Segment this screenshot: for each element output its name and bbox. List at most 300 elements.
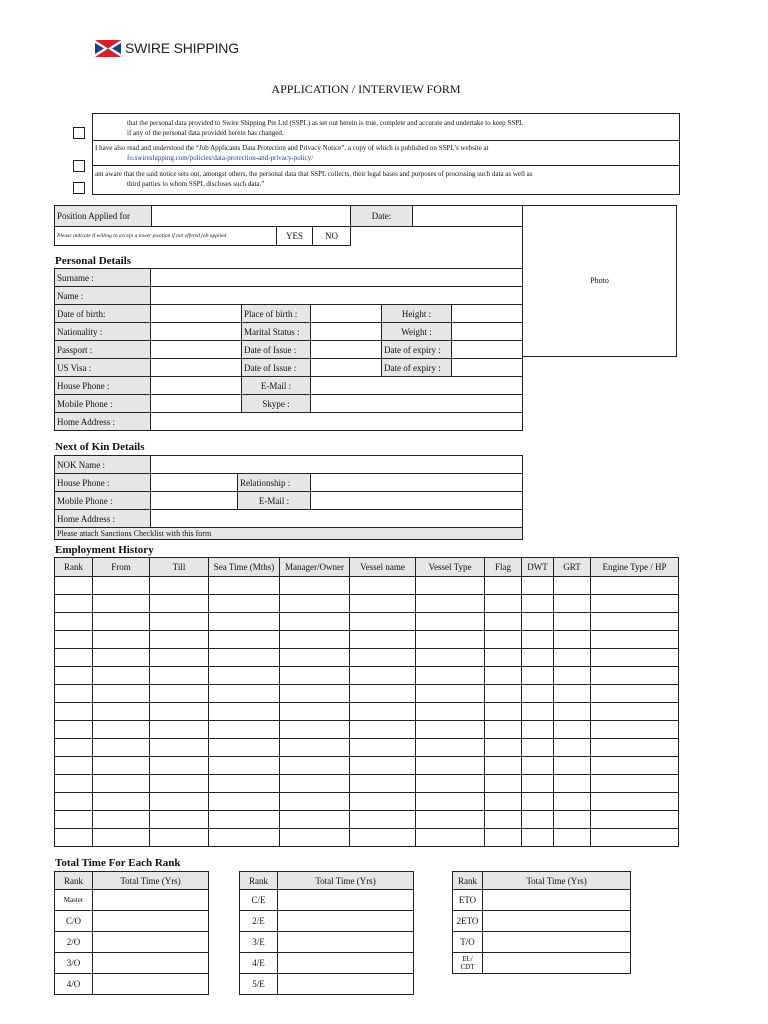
employment-cell[interactable] [522, 703, 554, 721]
house-phone-field[interactable] [151, 377, 242, 395]
table-row [55, 613, 679, 631]
employment-cell[interactable] [522, 595, 554, 613]
rank-label: 2/E [240, 911, 278, 932]
rank-total-time-field[interactable] [93, 953, 209, 974]
nok-details-table [54, 455, 523, 540]
employment-cell[interactable] [93, 577, 150, 595]
table-row [55, 685, 679, 703]
employment-cell[interactable] [485, 739, 522, 757]
employment-cell[interactable] [93, 739, 150, 757]
employment-cell[interactable] [522, 775, 554, 793]
position-applied-field[interactable] [152, 206, 351, 227]
table-row [240, 911, 414, 932]
employment-cell[interactable] [209, 649, 280, 667]
employment-cell[interactable] [280, 613, 350, 631]
employment-cell[interactable] [591, 811, 679, 829]
employment-cell[interactable] [209, 685, 280, 703]
table-row [55, 667, 679, 685]
employment-cell[interactable] [209, 577, 280, 595]
employment-cell[interactable] [93, 631, 150, 649]
employment-cell[interactable] [554, 685, 591, 703]
table-row [55, 631, 679, 649]
employment-cell[interactable] [522, 793, 554, 811]
rank-total-time-field[interactable] [483, 911, 631, 932]
employment-cell[interactable] [209, 811, 280, 829]
declaration-text-3: am aware that the said notice sets out, amongst others, the personal data that SSPL collects, their legal bases and purposes of processing such data as well as third parties to whom SSPL discloses such data.” [95, 170, 533, 188]
table-row [453, 932, 631, 953]
table-row [55, 811, 679, 829]
employment-cell[interactable] [416, 685, 485, 703]
employment-cell[interactable] [485, 613, 522, 631]
employment-cell[interactable] [150, 613, 209, 631]
employment-cell[interactable] [416, 811, 485, 829]
employment-cell[interactable] [55, 775, 93, 793]
nok-name-label: NOK Name : [55, 456, 151, 474]
company-name: SWIRE SHIPPING [125, 40, 239, 56]
employment-cell[interactable] [209, 757, 280, 775]
declaration-checkbox-2[interactable] [73, 160, 85, 172]
employment-cell[interactable] [591, 685, 679, 703]
employment-cell[interactable] [55, 577, 93, 595]
rank-total-time-field[interactable] [93, 974, 209, 995]
employment-cell[interactable] [150, 721, 209, 739]
employment-cell[interactable] [591, 595, 679, 613]
nationality-field[interactable] [151, 323, 242, 341]
lower-position-note: Please indicate if willing to accept a lower position if not offered job applied [55, 227, 277, 246]
nok-name-field[interactable] [151, 456, 523, 474]
employment-cell[interactable] [485, 775, 522, 793]
employment-cell[interactable] [350, 667, 416, 685]
col-header-till: Till [150, 558, 209, 577]
employment-cell[interactable] [55, 595, 93, 613]
employment-cell[interactable] [485, 667, 522, 685]
employment-header-row [55, 558, 679, 577]
employment-cell[interactable] [485, 757, 522, 775]
marital-status-field[interactable] [311, 323, 382, 341]
employment-cell[interactable] [93, 649, 150, 667]
employment-cell[interactable] [280, 703, 350, 721]
rank-label: 4/E [240, 953, 278, 974]
employment-cell[interactable] [350, 829, 416, 847]
table-row [240, 890, 414, 911]
employment-cell[interactable] [150, 631, 209, 649]
employment-cell[interactable] [554, 757, 591, 775]
nok-email-label: E-Mail : [238, 492, 311, 510]
weight-field[interactable] [452, 323, 523, 341]
employment-cell[interactable] [209, 613, 280, 631]
employment-cell[interactable] [554, 667, 591, 685]
col-header-flag: Flag [485, 558, 522, 577]
employment-cell[interactable] [591, 703, 679, 721]
passport-issue-field[interactable] [311, 341, 382, 359]
employment-cell[interactable] [591, 721, 679, 739]
nok-mobile-phone-field[interactable] [151, 492, 238, 510]
employment-cell[interactable] [350, 613, 416, 631]
employment-cell[interactable] [55, 631, 93, 649]
employment-cell[interactable] [554, 649, 591, 667]
employment-cell[interactable] [280, 739, 350, 757]
rank-label: 3/E [240, 932, 278, 953]
employment-cell[interactable] [485, 793, 522, 811]
engine-rank-table [239, 871, 414, 995]
employment-cell[interactable] [150, 739, 209, 757]
electrical-rank-table [452, 871, 631, 974]
employment-cell[interactable] [55, 793, 93, 811]
email-label: E-Mail : [242, 377, 311, 395]
employment-cell[interactable] [522, 631, 554, 649]
employment-cell[interactable] [522, 649, 554, 667]
employment-cell[interactable] [350, 721, 416, 739]
employment-cell[interactable] [554, 739, 591, 757]
email-field[interactable] [311, 377, 523, 395]
employment-cell[interactable] [522, 721, 554, 739]
employment-cell[interactable] [350, 811, 416, 829]
mobile-phone-label: Mobile Phone : [55, 395, 151, 413]
mobile-phone-field[interactable] [151, 395, 242, 413]
rank-label: 5/E [240, 974, 278, 995]
dob-label: Date of birth: [55, 305, 151, 323]
employment-cell[interactable] [554, 793, 591, 811]
employment-cell[interactable] [554, 775, 591, 793]
employment-cell[interactable] [416, 829, 485, 847]
employment-cell[interactable] [416, 649, 485, 667]
home-address-field[interactable] [151, 413, 523, 431]
employment-cell[interactable] [93, 721, 150, 739]
employment-cell[interactable] [55, 811, 93, 829]
visa-issue-label: Date of Issue : [242, 359, 311, 377]
surname-field[interactable] [151, 269, 523, 287]
rank-total-time-field[interactable] [93, 932, 209, 953]
employment-cell[interactable] [280, 577, 350, 595]
rank-label: C/O [55, 911, 93, 932]
rank-total-time-field[interactable] [278, 890, 414, 911]
relationship-field[interactable] [311, 474, 523, 492]
surname-label: Surname : [55, 269, 151, 287]
employment-cell[interactable] [209, 667, 280, 685]
nok-house-phone-field[interactable] [151, 474, 238, 492]
employment-cell[interactable] [554, 721, 591, 739]
employment-cell[interactable] [416, 739, 485, 757]
employment-cell[interactable] [591, 577, 679, 595]
employment-cell[interactable] [150, 775, 209, 793]
table-row [240, 932, 414, 953]
employment-cell[interactable] [591, 613, 679, 631]
employment-cell[interactable] [591, 829, 679, 847]
employment-cell[interactable] [280, 667, 350, 685]
employment-cell[interactable] [209, 721, 280, 739]
privacy-policy-link[interactable]: fo.swireshipping.com/policies/data-protection-and-privacy-policy/ [127, 154, 314, 162]
passport-label: Passport : [55, 341, 151, 359]
deck-total-header: Total Time (Yrs) [93, 872, 209, 890]
employment-cell[interactable] [522, 667, 554, 685]
skype-field[interactable] [311, 395, 523, 413]
engine-total-header: Total Time (Yrs) [278, 872, 414, 890]
employment-cell[interactable] [522, 757, 554, 775]
rank-label: ETO [453, 890, 483, 911]
employment-cell[interactable] [150, 757, 209, 775]
employment-cell[interactable] [350, 577, 416, 595]
rank-total-time-field[interactable] [278, 953, 414, 974]
declaration-text-1: that the personal data provided to Swire Shipping Pte Ltd (SSPL) as set out herein is true, complete and accurate and undertake to keep SSPL if any of the personal data provided herein has changed. [127, 119, 524, 137]
declaration-checkbox-3[interactable] [73, 182, 85, 194]
passport-field[interactable] [151, 341, 242, 359]
relationship-label: Relationship : [238, 474, 311, 492]
employment-cell[interactable] [150, 703, 209, 721]
table-row [55, 793, 679, 811]
rank-label: 4/O [55, 974, 93, 995]
employment-cell[interactable] [591, 649, 679, 667]
employment-cell[interactable] [522, 829, 554, 847]
employment-cell[interactable] [554, 703, 591, 721]
employment-cell[interactable] [350, 703, 416, 721]
rank-total-time-field[interactable] [483, 932, 631, 953]
employment-cell[interactable] [591, 775, 679, 793]
employment-cell[interactable] [416, 721, 485, 739]
employment-cell[interactable] [150, 829, 209, 847]
employment-cell[interactable] [209, 703, 280, 721]
table-row [55, 703, 679, 721]
employment-cell[interactable] [280, 595, 350, 613]
employment-cell[interactable] [280, 685, 350, 703]
rank-label: C/E [240, 890, 278, 911]
table-row [453, 953, 631, 974]
declaration-checkbox-1[interactable] [73, 127, 85, 139]
employment-cell[interactable] [93, 613, 150, 631]
table-row [55, 775, 679, 793]
employment-cell[interactable] [280, 649, 350, 667]
employment-cell[interactable] [280, 757, 350, 775]
employment-cell[interactable] [280, 811, 350, 829]
employment-cell[interactable] [522, 811, 554, 829]
employment-cell[interactable] [280, 829, 350, 847]
employment-cell[interactable] [485, 721, 522, 739]
employment-cell[interactable] [150, 577, 209, 595]
employment-cell[interactable] [55, 685, 93, 703]
employment-cell[interactable] [150, 595, 209, 613]
employment-cell[interactable] [55, 721, 93, 739]
position-table [54, 205, 523, 227]
yes-option[interactable]: YES [277, 227, 313, 246]
employment-cell[interactable] [209, 739, 280, 757]
employment-cell[interactable] [55, 757, 93, 775]
col-header-manager: Manager/Owner [280, 558, 350, 577]
employment-cell[interactable] [485, 703, 522, 721]
employment-cell[interactable] [350, 793, 416, 811]
employment-cell[interactable] [93, 685, 150, 703]
employment-cell[interactable] [591, 631, 679, 649]
employment-cell[interactable] [93, 829, 150, 847]
employment-cell[interactable] [350, 595, 416, 613]
employment-cell[interactable] [55, 829, 93, 847]
employment-cell[interactable] [416, 631, 485, 649]
employment-cell[interactable] [150, 649, 209, 667]
rank-total-time-field[interactable] [483, 890, 631, 911]
employment-cell[interactable] [150, 793, 209, 811]
home-address-label: Home Address : [55, 413, 151, 431]
employment-cell[interactable] [93, 775, 150, 793]
table-row [240, 953, 414, 974]
employment-cell[interactable] [554, 595, 591, 613]
table-row [55, 721, 679, 739]
nok-home-address-field[interactable] [151, 510, 523, 528]
place-of-birth-field[interactable] [311, 305, 382, 323]
employment-cell[interactable] [591, 667, 679, 685]
rank-total-time-field[interactable] [278, 911, 414, 932]
employment-cell[interactable] [209, 775, 280, 793]
col-header-engine: Engine Type / HP [591, 558, 679, 577]
no-option[interactable]: NO [313, 227, 351, 246]
employment-cell[interactable] [416, 667, 485, 685]
employment-cell[interactable] [485, 577, 522, 595]
employment-cell[interactable] [416, 703, 485, 721]
employment-cell[interactable] [55, 739, 93, 757]
rank-label: Master [55, 890, 93, 911]
col-header-sea-time: Sea Time (Mths) [209, 558, 280, 577]
employment-cell[interactable] [350, 649, 416, 667]
employment-cell[interactable] [416, 775, 485, 793]
employment-cell[interactable] [93, 757, 150, 775]
employment-cell[interactable] [522, 685, 554, 703]
swire-flag-icon [95, 40, 121, 57]
rank-total-time-field[interactable] [483, 953, 631, 974]
employment-cell[interactable] [416, 595, 485, 613]
employment-cell[interactable] [485, 829, 522, 847]
employment-cell[interactable] [554, 577, 591, 595]
sanctions-note: Please attach Sanctions Checklist with this form [55, 528, 523, 540]
height-field[interactable] [452, 305, 523, 323]
rank-total-time-field[interactable] [278, 974, 414, 995]
deck-rank-table [54, 871, 209, 995]
visa-expiry-label: Date of expiry : [382, 359, 452, 377]
table-row [55, 595, 679, 613]
employment-cell[interactable] [93, 703, 150, 721]
employment-cell[interactable] [554, 829, 591, 847]
employment-cell[interactable] [416, 613, 485, 631]
photo-box[interactable] [522, 205, 677, 357]
employment-cell[interactable] [554, 613, 591, 631]
total-time-heading: Total Time For Each Rank [55, 857, 181, 869]
place-of-birth-label: Place of birth : [242, 305, 311, 323]
employment-cell[interactable] [522, 577, 554, 595]
employment-cell[interactable] [55, 667, 93, 685]
name-field[interactable] [151, 287, 523, 305]
rank-total-time-field[interactable] [278, 932, 414, 953]
nationality-label: Nationality : [55, 323, 151, 341]
employment-cell[interactable] [485, 685, 522, 703]
employment-cell[interactable] [554, 811, 591, 829]
employment-cell[interactable] [93, 793, 150, 811]
employment-cell[interactable] [416, 757, 485, 775]
dob-field[interactable] [151, 305, 242, 323]
lower-position-table [54, 226, 351, 246]
col-header-dwt: DWT [522, 558, 554, 577]
employment-cell[interactable] [93, 667, 150, 685]
employment-cell[interactable] [485, 811, 522, 829]
employment-cell[interactable] [93, 811, 150, 829]
declaration-text-2: I have also read and understood the “Job Applicants Data Protection and Privacy Notice”, a copy of which is published on SSPL’s website at fo.swireshipping.com/policies/data-protection-and-privacy-policy/ [95, 144, 489, 162]
employment-cell[interactable] [591, 757, 679, 775]
table-row [55, 890, 209, 911]
employment-cell[interactable] [55, 613, 93, 631]
rank-total-time-field[interactable] [93, 890, 209, 911]
passport-expiry-label: Date of expiry : [382, 341, 452, 359]
employment-cell[interactable] [55, 649, 93, 667]
table-row [55, 577, 679, 595]
employment-cell[interactable] [280, 793, 350, 811]
employment-cell[interactable] [591, 793, 679, 811]
employment-cell[interactable] [93, 595, 150, 613]
col-header-grt: GRT [554, 558, 591, 577]
employment-cell[interactable] [350, 631, 416, 649]
employment-cell[interactable] [591, 739, 679, 757]
personal-details-table [54, 268, 523, 431]
employment-cell[interactable] [416, 577, 485, 595]
rank-label: EL/ CDT [453, 953, 483, 974]
passport-expiry-field[interactable] [452, 341, 523, 359]
date-field[interactable] [413, 206, 523, 227]
us-visa-field[interactable] [151, 359, 242, 377]
employment-cell[interactable] [280, 721, 350, 739]
employment-cell[interactable] [150, 685, 209, 703]
employment-cell[interactable] [485, 649, 522, 667]
company-logo [95, 40, 121, 57]
employment-cell[interactable] [280, 631, 350, 649]
rank-label: 2ETO [453, 911, 483, 932]
visa-issue-field[interactable] [311, 359, 382, 377]
employment-cell[interactable] [209, 595, 280, 613]
employment-cell[interactable] [55, 703, 93, 721]
employment-cell[interactable] [350, 757, 416, 775]
employment-cell[interactable] [485, 631, 522, 649]
employment-cell[interactable] [150, 811, 209, 829]
position-applied-label: Position Applied for [55, 206, 152, 227]
rank-label: 2/O [55, 932, 93, 953]
nok-details-heading: Next of Kin Details [55, 441, 145, 453]
employment-cell[interactable] [150, 667, 209, 685]
employment-cell[interactable] [522, 739, 554, 757]
nok-mobile-phone-label: Mobile Phone : [55, 492, 151, 510]
employment-cell[interactable] [280, 775, 350, 793]
engine-rank-header: Rank [240, 872, 278, 890]
personal-details-heading: Personal Details [55, 255, 132, 267]
rank-total-time-field[interactable] [93, 911, 209, 932]
date-label: Date: [351, 206, 413, 227]
employment-cell[interactable] [485, 595, 522, 613]
employment-cell[interactable] [209, 793, 280, 811]
employment-cell[interactable] [350, 685, 416, 703]
employment-cell[interactable] [522, 613, 554, 631]
table-row [55, 829, 679, 847]
employment-cell[interactable] [209, 631, 280, 649]
rank-label: 3/O [55, 953, 93, 974]
employment-cell[interactable] [209, 829, 280, 847]
employment-cell[interactable] [416, 793, 485, 811]
nok-email-field[interactable] [311, 492, 523, 510]
visa-expiry-field[interactable] [452, 359, 523, 377]
table-row [55, 739, 679, 757]
col-header-from: From [93, 558, 150, 577]
employment-cell[interactable] [350, 775, 416, 793]
employment-cell[interactable] [350, 739, 416, 757]
table-row [453, 890, 631, 911]
deck-rank-header: Rank [55, 872, 93, 890]
form-title: APPLICATION / INTERVIEW FORM [271, 82, 461, 96]
photo-label: Photo [590, 276, 609, 285]
employment-history-table [54, 557, 679, 847]
marital-status-label: Marital Status : [242, 323, 311, 341]
table-row [453, 911, 631, 932]
employment-cell[interactable] [554, 631, 591, 649]
